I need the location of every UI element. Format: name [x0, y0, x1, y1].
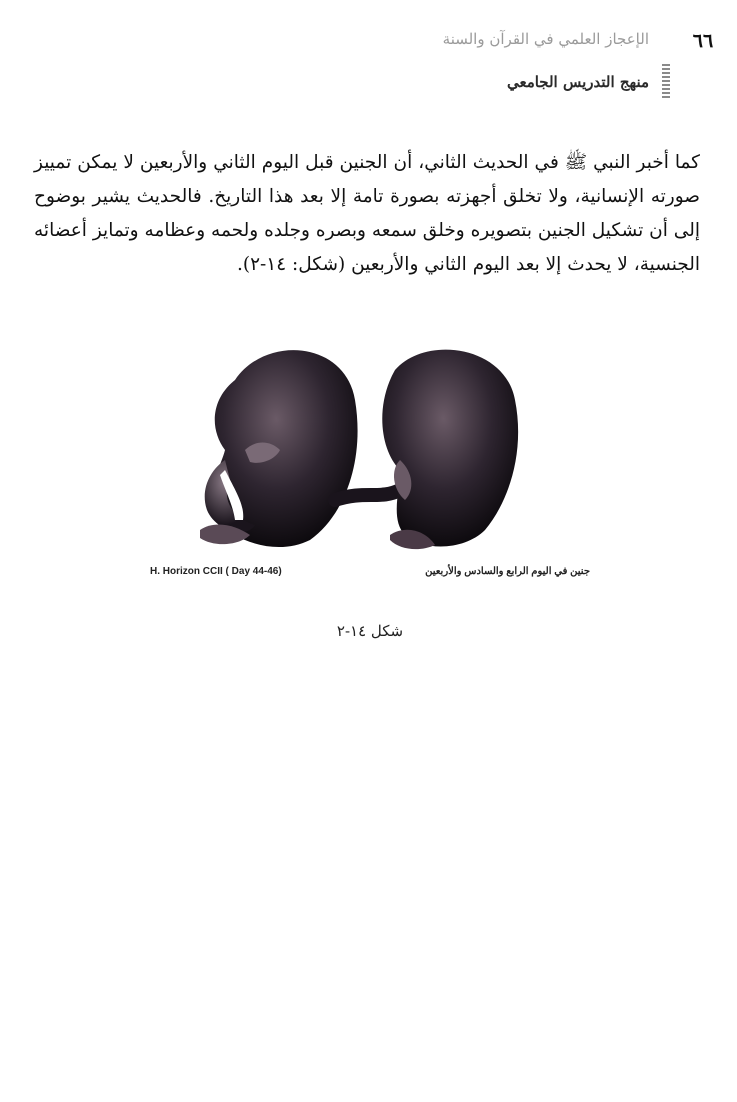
caption-arabic: جنين في اليوم الرابع والسادس والأربعين: [425, 566, 590, 577]
figure-label: شكل ١٤-٢: [336, 622, 404, 640]
section-title: منهج التدريس الجامعي: [506, 73, 649, 91]
header-ornament: [662, 64, 670, 98]
running-title: الإعجاز العلمي في القرآن والسنة: [442, 30, 649, 48]
body-text: [34, 146, 700, 282]
right-embryo: [382, 350, 518, 550]
figure-caption: [150, 566, 590, 577]
body-paragraph: كما أخبر النبي ﷺ في الحديث الثاني، أن الجنين قبل اليوم الثاني والأربعين لا يمكن تمييز صورته الإنسانية، ولا تخلق أجهزته بصورة تامة إلا بعد هذا التاريخ. فالحديث يشير بوضوح إلى أن تشكيل الجنين بتصويره وخلق سمعه وبصره وجلده ولحمه وعظامه وتمايز أعضائه الجنسية، لا يحدث إلا بعد اليوم الثاني والأربعين (شكل: ١٤-٢).: [34, 152, 700, 275]
page-number: ٦٦: [692, 30, 714, 52]
left-embryo: [200, 350, 358, 547]
caption-english: H. Horizon CCII ( Day 44-46): [150, 566, 282, 577]
embryo-figure: [195, 340, 535, 560]
embryo-illustration: [195, 340, 535, 560]
